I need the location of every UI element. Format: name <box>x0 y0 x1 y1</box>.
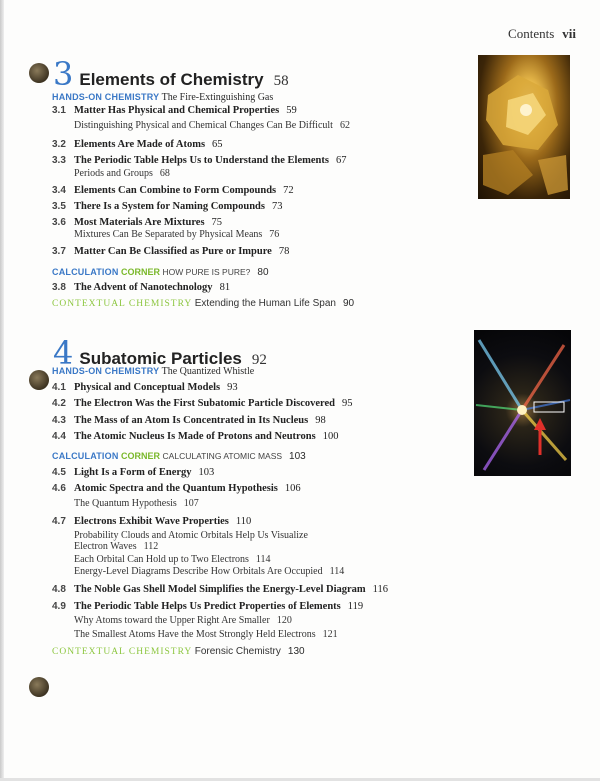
toc-section-entry[interactable] <box>52 246 289 257</box>
feature-label: CONTEXTUAL CHEMISTRY <box>52 299 193 309</box>
section-page: 95 <box>342 398 353 409</box>
subsection-page: 114 <box>255 554 271 565</box>
subsection-title: Energy-Level Diagrams Describe How Orbitals Are Occupied <box>74 566 323 577</box>
subsection-page: 114 <box>329 566 345 577</box>
toc-section-entry[interactable] <box>52 398 353 409</box>
subsection-page: 120 <box>276 615 292 626</box>
section-page: 81 <box>219 282 231 293</box>
subsection-title: Distinguishing Physical and Chemical Changes Can Be Difficult <box>74 120 333 131</box>
calculation-corner-feature[interactable] <box>52 451 306 462</box>
subsection-title: The Quantum Hypothesis <box>74 498 177 509</box>
feature-page: 130 <box>287 646 305 657</box>
section-page: 116 <box>372 584 389 595</box>
light-spectrum-photo <box>474 330 571 476</box>
feature-title: The Quantized Whistle <box>161 366 255 377</box>
section-title: There Is a System for Naming Compounds <box>74 201 265 212</box>
toc-subsection-entry[interactable] <box>74 498 199 509</box>
feature-label: CALCULATION <box>52 267 119 277</box>
toc-subsection-entry[interactable] <box>74 120 350 131</box>
section-page: 75 <box>211 217 223 228</box>
gold-nugget-icon <box>478 55 570 199</box>
section-number: 3.6 <box>52 217 66 228</box>
feature-title: CALCULATING ATOMIC MASS <box>162 451 283 461</box>
toc-section-entry[interactable] <box>52 483 301 494</box>
subsection-title: Probability Clouds and Atomic Orbitals Help Us Visualize <box>74 530 308 541</box>
section-title: Physical and Conceptual Models <box>74 382 221 393</box>
chapter-page: 92 <box>251 352 267 368</box>
section-number: 3.1 <box>52 105 66 116</box>
section-page: 93 <box>227 382 238 393</box>
subsection-page: 121 <box>322 629 338 640</box>
chapter-number: 4 <box>53 334 74 372</box>
chapter-heading[interactable] <box>53 55 289 93</box>
toc-section-entry[interactable] <box>52 282 230 293</box>
feature-label: CORNER <box>121 267 161 277</box>
spectrum-burst-icon <box>474 330 571 476</box>
toc-subsection-entry[interactable] <box>74 530 308 541</box>
feature-label: CALCULATION <box>52 451 119 461</box>
feature-page: 90 <box>342 298 355 309</box>
section-title: The Periodic Table Helps Us Predict Properties of Elements <box>74 601 341 612</box>
section-number: 4.6 <box>52 483 66 494</box>
subsection-page: 68 <box>159 168 170 179</box>
section-number: 4.3 <box>52 415 66 426</box>
hands-on-feature[interactable] <box>52 92 273 103</box>
section-page: 110 <box>235 516 252 527</box>
toc-subsection-entry[interactable] <box>74 168 170 179</box>
section-page: 103 <box>198 467 215 478</box>
subsection-title: The Smallest Atoms Have the Most Strongly Held Electrons <box>74 629 316 640</box>
toc-subsection-entry[interactable] <box>74 566 344 577</box>
section-number: 3.4 <box>52 185 66 196</box>
toc-section-entry[interactable] <box>52 584 388 595</box>
toc-section-entry[interactable] <box>52 382 238 393</box>
feature-title: HOW PURE IS PURE? <box>162 267 251 277</box>
chapter-title: Elements of Chemistry <box>79 70 264 89</box>
toc-section-entry[interactable] <box>52 201 282 212</box>
feature-label: CONTEXTUAL CHEMISTRY <box>52 647 193 657</box>
section-title: Elements Can Combine to Form Compounds <box>74 185 277 196</box>
section-title: Most Materials Are Mixtures <box>74 217 205 228</box>
toc-section-entry[interactable] <box>52 415 326 426</box>
toc-section-entry[interactable] <box>52 601 363 612</box>
section-title: Light Is a Form of Energy <box>74 467 192 478</box>
gold-nugget-photo <box>478 55 570 199</box>
section-title: Atomic Spectra and the Quantum Hypothesis <box>74 483 278 494</box>
section-number: 3.5 <box>52 201 66 212</box>
section-title: The Advent of Nanotechnology <box>74 282 213 293</box>
section-title: The Atomic Nucleus Is Made of Protons and Neutrons <box>74 431 316 442</box>
section-page: 72 <box>283 185 294 196</box>
section-number: 4.1 <box>52 382 66 393</box>
feature-title: Extending the Human Life Span <box>194 298 336 309</box>
subsection-title: Why Atoms toward the Upper Right Are Smaller <box>74 615 270 626</box>
section-title: Elements Are Made of Atoms <box>74 139 206 150</box>
section-number: 4.5 <box>52 467 66 478</box>
section-page: 73 <box>271 201 283 212</box>
section-page: 67 <box>335 155 347 166</box>
section-page: 78 <box>278 246 290 257</box>
binder-hole-icon <box>29 677 49 697</box>
feature-label: HANDS-ON CHEMISTRY <box>52 92 160 102</box>
feature-title: Forensic Chemistry <box>194 646 281 657</box>
toc-section-entry[interactable] <box>52 155 346 166</box>
subsection-page: 76 <box>269 229 280 240</box>
feature-page: 80 <box>257 267 269 278</box>
toc-subsection-entry[interactable] <box>74 629 338 640</box>
toc-section-entry[interactable] <box>52 105 297 116</box>
section-page: 65 <box>212 139 223 150</box>
section-title: Matter Has Physical and Chemical Properties <box>74 105 280 116</box>
section-title: The Noble Gas Shell Model Simplifies the Energy-Level Diagram <box>74 584 366 595</box>
section-title: Electrons Exhibit Wave Properties <box>74 516 229 527</box>
section-number: 3.8 <box>52 282 66 293</box>
toc-subsection-entry[interactable] <box>74 554 271 565</box>
binder-hole-icon <box>29 370 49 390</box>
section-number: 3.7 <box>52 246 66 257</box>
contextual-chemistry-feature[interactable] <box>52 646 305 657</box>
section-number: 3.3 <box>52 155 66 166</box>
toc-section-entry[interactable] <box>52 217 222 228</box>
section-title: Matter Can Be Classified as Pure or Impure <box>74 246 272 257</box>
feature-page: 103 <box>289 451 306 462</box>
header-label: Contents <box>508 26 555 41</box>
toc-section-entry[interactable] <box>52 185 294 196</box>
running-header <box>508 26 576 42</box>
section-number: 4.4 <box>52 431 66 442</box>
subsection-title: Mixtures Can Be Separated by Physical Means <box>74 229 263 240</box>
subsection-page: 112 <box>143 541 159 552</box>
section-number: 4.8 <box>52 584 66 595</box>
subsection-page: 62 <box>339 120 350 131</box>
subsection-title: Each Orbital Can Hold up to Two Electrons <box>74 554 249 565</box>
toc-section-entry[interactable] <box>52 139 223 150</box>
toc-section-entry[interactable] <box>52 467 214 478</box>
calculation-corner-feature[interactable] <box>52 267 269 278</box>
chapter-number: 3 <box>53 55 74 93</box>
section-title: The Periodic Table Helps Us to Understand the Elements <box>74 155 329 166</box>
toc-subsection-entry[interactable] <box>74 615 292 626</box>
subsection-title: Periods and Groups <box>74 168 153 179</box>
section-page: 59 <box>286 105 297 116</box>
section-number: 4.9 <box>52 601 66 612</box>
feature-title: The Fire-Extinguishing Gas <box>161 92 274 103</box>
hands-on-feature[interactable] <box>52 366 254 377</box>
section-page: 106 <box>284 483 301 494</box>
chapter-page: 58 <box>273 73 289 89</box>
toc-subsection-entry[interactable] <box>74 541 158 552</box>
feature-label: CORNER <box>121 451 161 461</box>
binder-hole-icon <box>29 63 49 83</box>
toc-section-entry[interactable] <box>52 431 338 442</box>
feature-label: HANDS-ON CHEMISTRY <box>52 366 160 376</box>
section-number: 4.2 <box>52 398 66 409</box>
section-page: 100 <box>322 431 339 442</box>
toc-subsection-entry[interactable] <box>74 229 279 240</box>
chapter-title: Subatomic Particles <box>79 349 242 368</box>
section-number: 4.7 <box>52 516 66 527</box>
section-title: The Electron Was the First Subatomic Particle Discovered <box>74 398 336 409</box>
contextual-chemistry-feature[interactable] <box>52 298 354 309</box>
subsection-page: 107 <box>183 498 199 509</box>
section-number: 3.2 <box>52 139 66 150</box>
section-page: 98 <box>315 415 326 426</box>
page-edge <box>0 0 4 781</box>
section-page: 119 <box>347 601 364 612</box>
header-page-number: vii <box>562 26 576 41</box>
toc-section-entry[interactable] <box>52 516 251 527</box>
subsection-title: Electron Waves <box>74 541 137 552</box>
section-title: The Mass of an Atom Is Concentrated in Its Nucleus <box>74 415 309 426</box>
